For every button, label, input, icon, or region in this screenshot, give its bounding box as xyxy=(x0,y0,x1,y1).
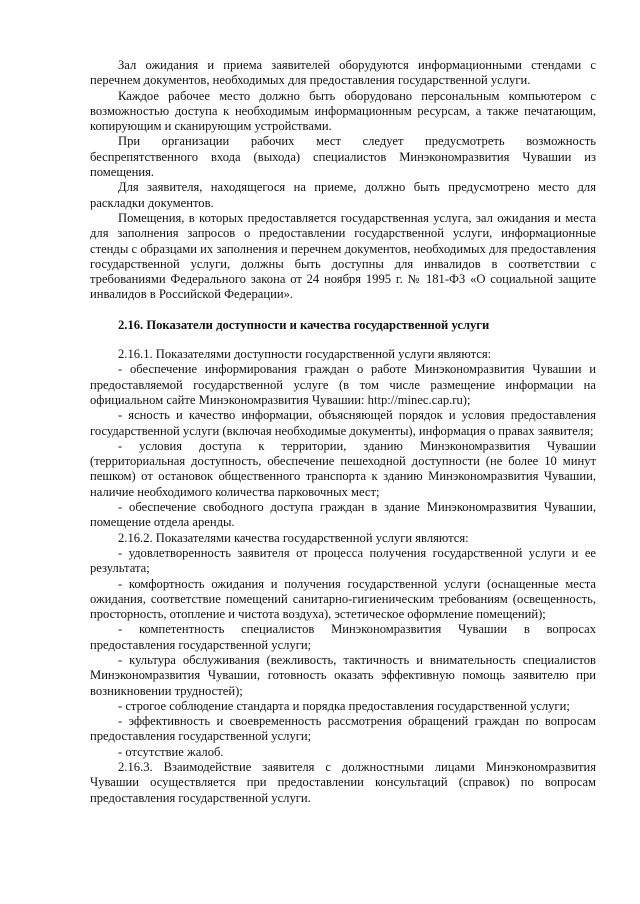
list-item: - отсутствие жалоб. xyxy=(118,744,224,759)
paragraph-waiting-hall: Зал ожидания и приема заявителей оборудуются информационными стендами с перечнем документов, необходимых для предоставления государственной услуги. xyxy=(90,58,596,88)
paragraph-document-space: Для заявителя, находящегося на приеме, должно быть предусмотрено место для раскладки документов. xyxy=(90,180,596,210)
paragraph-disabled-access: Помещения, в которых предоставляется государственная услуга, зал ожидания и места для заполнения запросов о предоставлении государственной услуги, информационные стенды с образцами их заполнения и перечнем документов, необходимых для предоставления государственной услуги, должны быть доступны для инвалидов в соответствии с требованиями Федерального закона от 24 ноября 1995 г. № 181-ФЗ «О социальной защите инвалидов в Российской Федерации». xyxy=(90,210,596,302)
list-item: - условия доступа к территории, зданию Минэкономразвития Чувашии (территориальная доступность, обеспечение пешеходной доступности (не более 10 минут пешком) от остановок общественного транспорта к зданию Минэкономразвития Чувашии, наличие необходимого количества парковочных мест; xyxy=(90,438,596,499)
paragraph-accessibility-intro: 2.16.1. Показателями доступности государственной услуги являются: xyxy=(118,347,492,362)
list-item: - комфортность ожидания и получения государственной услуги (оснащенные места ожидания, соответствие помещений санитарно-гигиеническим требованиям (освещенность, просторность, отопление и чистота воздуха), эстетическое оформление помещений); xyxy=(90,576,596,622)
spacer xyxy=(90,303,596,318)
section-heading: 2.16. Показатели доступности и качества государственной услуги xyxy=(118,317,490,332)
list-item: - эффективность и своевременность рассмотрения обращений граждан по вопросам предоставления государственной услуги; xyxy=(90,714,596,744)
document-page xyxy=(90,58,596,806)
paragraph-quality-intro: 2.16.2. Показателями качества государственной услуги являются: xyxy=(118,530,469,545)
list-item: - компетентность специалистов Минэкономразвития Чувашии в вопросах предоставления государственной услуги; xyxy=(90,622,596,652)
paragraph-interaction: 2.16.3. Взаимодействие заявителя с должностными лицами Минэкономразвития Чувашии осуществляется при предоставлении консультаций (справок) по вопросам предоставления государственной услуги. xyxy=(90,760,596,805)
list-item: - ясность и качество информации, объясняющей порядок и условия предоставления государственной услуги (включая необходимые документы), информация о правах заявителя; xyxy=(90,408,596,438)
list-item: - удовлетворенность заявителя от процесса получения государственной услуги и ее результата; xyxy=(90,545,596,576)
list-item: - культура обслуживания (вежливость, тактичность и внимательность специалистов Минэкономразвития Чувашии, готовность оказать эффективную помощь заявителю при возникновении трудностей); xyxy=(90,652,596,698)
spacer xyxy=(90,333,596,347)
list-item: - обеспечение информирования граждан о работе Минэкономразвития Чувашии и предоставляемой государственной услуге (в том числе размещение информации на официальном сайте Минэкономразвития Чувашии: http://minec.cap.ru); xyxy=(90,362,596,407)
list-item: - обеспечение свободного доступа граждан в здание Минэкономразвития Чувашии, помещение отдела аренды. xyxy=(90,500,596,530)
paragraph-free-access: При организации рабочих мест следует предусмотреть возможность беспрепятственного входа (выхода) специалистов Минэкономразвития Чувашии из помещения. xyxy=(90,134,596,180)
list-item: - строгое соблюдение стандарта и порядка предоставления государственной услуги; xyxy=(118,698,570,713)
paragraph-workplace-pc: Каждое рабочее место должно быть оборудовано персональным компьютером с возможностью доступа к необходимым информационным ресурсам, а также печатающим, копирующим и сканирующим устройствами. xyxy=(90,88,596,134)
